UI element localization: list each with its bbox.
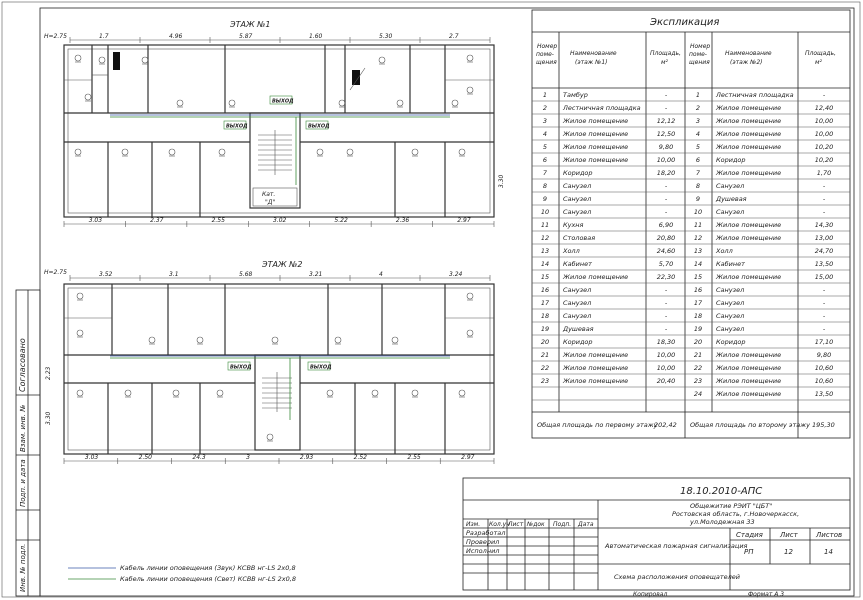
- floor-2-room-name: Кабинет: [716, 260, 745, 268]
- dimension-label: 2.7: [449, 33, 459, 40]
- floor-1-title: ЭТАЖ №1: [230, 20, 271, 29]
- floor-2-level: H=2.75: [44, 269, 67, 276]
- floor-1-room-name: Жилое помещение: [563, 130, 629, 138]
- hdr-data: Дата: [578, 521, 594, 528]
- floor-1-room-area: 10,00: [656, 351, 676, 359]
- floor-2-room-name: Санузел: [716, 312, 745, 320]
- floor-2-title: ЭТАЖ №2: [262, 260, 303, 269]
- annunciator-icon: [272, 337, 278, 343]
- floor-1-room-no: 3: [542, 117, 548, 125]
- annunciator-icon: [452, 100, 458, 106]
- floor-1-room-no: 6: [542, 156, 548, 164]
- floor-1-room-no: 21: [540, 351, 550, 359]
- floor-1-room-name: Санузел: [563, 208, 592, 216]
- floor-2-room-name: Санузел: [716, 286, 745, 294]
- hdr-list2: Лист: [780, 531, 798, 539]
- floor-2-room-no: 10: [693, 208, 703, 216]
- floor-1-room-area: 18,30: [656, 338, 676, 346]
- dimension-label: 3.1: [169, 271, 179, 278]
- floor-1-room-area: 10,00: [656, 156, 676, 164]
- floor-2-room-name: Жилое помещение: [716, 104, 782, 112]
- floor-2-room-name: Душевая: [716, 195, 747, 203]
- side-agreed: Согласовано: [18, 338, 27, 392]
- dimension-label: 2.50: [138, 454, 152, 461]
- annunciator-icon: [229, 100, 235, 106]
- floor-1-room-area: -: [664, 104, 668, 112]
- dimension-label: 2.97: [461, 454, 475, 461]
- total-floor-2-label: Общая площадь по второму этажу: [690, 421, 810, 429]
- annunciator-icon: [327, 390, 333, 396]
- dimension-label: 3.21: [309, 271, 323, 278]
- floor-1-room-no: 13: [540, 247, 550, 255]
- floor-2-room-no: 19: [693, 325, 703, 333]
- floor-2-room-area: 15,00: [814, 273, 834, 281]
- category-value: "Д": [265, 199, 276, 206]
- floor-2-room-no: 16: [693, 286, 703, 294]
- total-floor-2-value: 195,30: [812, 421, 835, 429]
- floor-2-room-no: 9: [695, 195, 701, 203]
- floor-2-side-dim-2: 3.30: [45, 411, 52, 425]
- hdr-izm: Изм.: [466, 521, 481, 528]
- floor-2-room-no: 1: [695, 91, 701, 99]
- floor-1-room-area: 10,00: [656, 364, 676, 372]
- dimension-label: 2.93: [299, 454, 314, 461]
- dimension-label: 2.55: [211, 217, 225, 224]
- format: Формат А 3: [748, 591, 785, 598]
- dimension-label: 2.36: [395, 217, 410, 224]
- floor-2-room-name: Жилое помещение: [716, 143, 782, 151]
- floor-1-room-name: Санузел: [563, 286, 592, 294]
- floor-2-room-area: 10,00: [814, 130, 834, 138]
- org-line-1: Общежитие РЭИТ "ЦБТ": [690, 502, 773, 510]
- exit-sign-5: ВЫХОД: [310, 364, 332, 371]
- floor-1-room-area: -: [664, 299, 668, 307]
- floor-1-room-no: 15: [540, 273, 550, 281]
- floor-1-room-no: 23: [540, 377, 550, 385]
- floor-2-room-no: 18: [693, 312, 703, 320]
- sheet-title: Схема расположения оповещателей: [614, 573, 740, 581]
- floor-2-room-no: 17: [693, 299, 703, 307]
- hdr-podp: Подп.: [553, 521, 572, 528]
- floor-1-room-area: -: [664, 195, 668, 203]
- floor-1-annunciators: [75, 55, 473, 156]
- total-floor-1-label: Общая площадь по первому этажу: [537, 421, 658, 429]
- floor-1-room-area: -: [664, 312, 668, 320]
- system-name: Автоматическая пожарная сигнализация: [605, 542, 748, 550]
- dimension-label: 5.68: [239, 271, 253, 278]
- annunciator-icon: [173, 390, 179, 396]
- annunciator-icon: [125, 390, 131, 396]
- explication-rows: [532, 91, 850, 400]
- floor-1-room-area: -: [664, 182, 668, 190]
- floor-2-side-dim-1: 2.23: [45, 366, 52, 380]
- annunciator-icon: [412, 149, 418, 155]
- floor-1-top-dimensions: [70, 33, 490, 43]
- exit-sign-1: ВЫХОД: [272, 98, 294, 105]
- floor-1-room-area: 20,40: [656, 377, 676, 385]
- floor-2-room-no: 5: [695, 143, 701, 151]
- floor-1-room-name: Холл: [563, 247, 580, 255]
- floor-1-room-area: 20,80: [656, 234, 676, 242]
- floor-2-room-area: -: [822, 312, 826, 320]
- floor-1-room-no: 17: [540, 299, 550, 307]
- floor-2-room-area: 13,50: [814, 260, 834, 268]
- hdr-listov: Листов: [816, 531, 843, 539]
- floor-1-room-name: Жилое помещение: [563, 351, 629, 359]
- dimension-label: 5.30: [379, 33, 393, 40]
- floor-2-room-no: 11: [693, 221, 703, 229]
- floor-2-annunciators: [77, 293, 473, 441]
- svg-text:(этаж №1): (этаж №1): [575, 59, 608, 66]
- annunciator-icon: [467, 293, 473, 299]
- floor-2-room-area: 10,60: [814, 377, 834, 385]
- total-floor-1-value: 202,42: [654, 421, 677, 429]
- floor-1-room-name: Тамбур: [563, 91, 588, 99]
- dimension-label: 2.55: [407, 454, 421, 461]
- annunciator-icon: [467, 330, 473, 336]
- annunciator-icon: [142, 57, 148, 63]
- legend-light: Кабель линии оповещения (Свет) КСВВ нг-LS 2х0,8: [120, 575, 296, 583]
- col-area-1: Площадь,: [650, 50, 681, 57]
- row-razrab: Разработал: [466, 529, 506, 537]
- floor-2-room-name: Жилое помещение: [716, 234, 782, 242]
- annunciator-icon: [149, 337, 155, 343]
- floor-2-room-area: 14,30: [814, 221, 834, 229]
- hdr-list: Лист: [508, 521, 524, 528]
- col-room-no-1: Номер поме-щения: [536, 43, 558, 66]
- hdr-stadia: Стадия: [736, 531, 763, 539]
- floor-1-room-name: Жилое помещение: [563, 364, 629, 372]
- annunciator-icon: [347, 149, 353, 155]
- floor-2-room-area: -: [822, 195, 826, 203]
- floor-1-room-name: Санузел: [563, 312, 592, 320]
- floor-2-room-area: 10,20: [814, 156, 834, 164]
- floor-1-bottom-dimensions: [64, 217, 494, 227]
- dimension-label: 3.52: [99, 271, 113, 278]
- annunciator-icon: [335, 337, 341, 343]
- dimension-label: 4.96: [169, 33, 183, 40]
- hdr-ndok: №док: [527, 521, 545, 528]
- floor-2-room-no: 6: [695, 156, 701, 164]
- dimension-label: 2.52: [353, 454, 367, 461]
- floor-2-room-name: Жилое помещение: [716, 117, 782, 125]
- floor-1-room-name: Жилое помещение: [563, 117, 629, 125]
- annunciator-icon: [467, 55, 473, 61]
- floor-1-room-area: 12,12: [656, 117, 676, 125]
- explication-table: [532, 10, 850, 438]
- explication-title: Экспликация: [650, 17, 720, 28]
- floor-2-room-name: Санузел: [716, 325, 745, 333]
- floor-1-room-area: -: [664, 325, 668, 333]
- dimension-label: 4: [379, 271, 383, 278]
- floor-2-room-no: 15: [693, 273, 703, 281]
- floor-1-room-area: -: [664, 91, 668, 99]
- floor-1-room-no: 19: [540, 325, 550, 333]
- floor-1-room-no: 2: [542, 104, 548, 112]
- floor-1-room-area: 22,30: [656, 273, 676, 281]
- annunciator-icon: [459, 149, 465, 155]
- floor-1-room-no: 10: [540, 208, 550, 216]
- floor-2-room-area: -: [822, 299, 826, 307]
- dimension-label: 1.7: [99, 33, 109, 40]
- dimension-label: 2.37: [150, 217, 164, 224]
- floor-1-room-no: 11: [540, 221, 550, 229]
- dimension-label: 3: [246, 454, 250, 461]
- annunciator-icon: [392, 337, 398, 343]
- annunciator-icon: [197, 337, 203, 343]
- floor-1-room-name: Душевая: [563, 325, 594, 333]
- annunciator-icon: [459, 390, 465, 396]
- dimension-label: 3.02: [273, 217, 287, 224]
- annunciator-icon: [339, 100, 345, 106]
- annunciator-icon: [75, 55, 81, 61]
- dimension-label: 3.03: [84, 454, 99, 461]
- floor-2-room-area: 10,00: [814, 117, 834, 125]
- floor-1-room-no: 14: [540, 260, 550, 268]
- floor-2-room-name: Жилое помещение: [716, 221, 782, 229]
- col-name-floor1: Наименование: [570, 50, 617, 57]
- floor-1-room-no: 16: [540, 286, 550, 294]
- floor-1-room-no: 8: [542, 182, 548, 190]
- annunciator-icon: [77, 330, 83, 336]
- floor-2-room-name: Жилое помещение: [716, 377, 782, 385]
- category-label: Кат.: [262, 191, 276, 198]
- copied: Копировал: [633, 591, 668, 598]
- side-stamp: [16, 290, 40, 596]
- dimension-label: 2.97: [457, 217, 471, 224]
- floor-2-room-area: -: [822, 208, 826, 216]
- annunciator-icon: [75, 149, 81, 155]
- exit-sign-4: ВЫХОД: [230, 364, 252, 371]
- floor-1-room-no: 5: [542, 143, 548, 151]
- floor-1-room-no: 4: [542, 130, 548, 138]
- floor-2-room-area: 12,40: [814, 104, 834, 112]
- floor-2-room-name: Лестничная площадка: [716, 91, 794, 99]
- col-room-no-2: Номер поме-щения: [689, 43, 711, 66]
- hdr-koluch: Кол.уч: [489, 521, 510, 528]
- floor-2-room-no: 21: [693, 351, 703, 359]
- floor-1-room-name: Жилое помещение: [563, 143, 629, 151]
- side-inv-vzam: Взам. инв. №: [19, 404, 27, 452]
- annunciator-icon: [169, 149, 175, 155]
- floor-1-room-name: Жилое помещение: [563, 273, 629, 281]
- dimension-label: 5.22: [334, 217, 348, 224]
- annunciator-icon: [467, 87, 473, 93]
- dimension-label: 3.24: [449, 271, 463, 278]
- val-listov: 14: [824, 548, 833, 556]
- floor-2-room-area: -: [822, 325, 826, 333]
- floor-1-room-no: 18: [540, 312, 550, 320]
- exit-sign-3: ВЫХОД: [308, 123, 330, 130]
- floor-1-room-name: Санузел: [563, 182, 592, 190]
- floor-2-room-no: 8: [695, 182, 701, 190]
- dimension-label: 1.60: [309, 33, 323, 40]
- floor-2-room-no: 2: [695, 104, 701, 112]
- floor-1-room-no: 20: [540, 338, 550, 346]
- floor-1-room-name: Кабинет: [563, 260, 592, 268]
- floor-2-room-no: 13: [693, 247, 703, 255]
- floor-2-room-area: 1,70: [816, 169, 832, 177]
- floor-2-room-name: Санузел: [716, 182, 745, 190]
- floor-1-room-area: 24,60: [656, 247, 676, 255]
- dimension-label: 3.03: [88, 217, 103, 224]
- org-line-3: ул.Молодежная 33: [690, 518, 755, 526]
- floor-2-room-area: 13,00: [814, 234, 834, 242]
- floor-2-plan: [44, 260, 494, 464]
- floor-2-room-area: 9,80: [816, 351, 832, 359]
- legend-sound: Кабель линии оповещения (Звук) КСВВ нг-LS 2х0,8: [120, 564, 296, 572]
- floor-2-room-name: Жилое помещение: [716, 364, 782, 372]
- doc-code: 18.10.2010-АПС: [680, 486, 763, 497]
- floor-2-room-name: Коридор: [716, 338, 746, 346]
- floor-2-room-no: 12: [693, 234, 703, 242]
- annunciator-icon: [317, 149, 323, 155]
- floor-1-room-area: 12,50: [656, 130, 676, 138]
- floor-1-room-area: -: [664, 286, 668, 294]
- floor-2-room-no: 4: [695, 130, 701, 138]
- floor-2-room-no: 7: [695, 169, 701, 177]
- floor-1-room-no: 1: [542, 91, 548, 99]
- floor-1-room-area: 9,80: [658, 143, 674, 151]
- annunciator-icon: [99, 57, 105, 63]
- annunciator-icon: [122, 149, 128, 155]
- floor-2-room-area: -: [822, 286, 826, 294]
- floor-1-room-area: -: [664, 208, 668, 216]
- floor-2-room-no: 23: [693, 377, 703, 385]
- col-name-floor2: Наименование: [725, 50, 772, 57]
- floor-2-room-no: 14: [693, 260, 703, 268]
- floor-2-room-name: Жилое помещение: [716, 169, 782, 177]
- floor-2-room-area: 17,10: [814, 338, 834, 346]
- annunciator-icon: [379, 57, 385, 63]
- floor-1-room-area: 18,20: [656, 169, 676, 177]
- dimension-label: 5.87: [239, 33, 253, 40]
- legend: [68, 564, 296, 583]
- floor-1-room-name: Санузел: [563, 299, 592, 307]
- floor-1-room-no: 12: [540, 234, 550, 242]
- floor-1-plan: [44, 20, 505, 227]
- floor-2-room-name: Жилое помещение: [716, 130, 782, 138]
- floor-1-room-no: 9: [542, 195, 548, 203]
- floor-1-room-name: Коридор: [563, 169, 593, 177]
- annunciator-icon: [85, 94, 91, 100]
- dimension-label: 24.3: [192, 454, 206, 461]
- floor-2-room-area: 13,50: [814, 390, 834, 398]
- annunciator-icon: [267, 434, 273, 440]
- floor-2-room-name: Санузел: [716, 208, 745, 216]
- annunciator-icon: [217, 390, 223, 396]
- floor-1-room-area: 5,70: [658, 260, 674, 268]
- floor-1-room-name: Жилое помещение: [563, 156, 629, 164]
- floor-2-room-area: -: [822, 91, 826, 99]
- side-sign-date: Подп. и дата: [19, 459, 27, 507]
- floor-2-room-no: 3: [695, 117, 701, 125]
- title-block: [463, 478, 850, 598]
- floor-1-room-name: Коридор: [563, 338, 593, 346]
- floor-1-room-name: Столовая: [563, 234, 596, 242]
- row-prover: Проверил: [466, 538, 500, 546]
- floor-2-room-area: 10,60: [814, 364, 834, 372]
- svg-text:м²: м²: [815, 59, 822, 66]
- floor-2-room-name: Жилое помещение: [716, 273, 782, 281]
- annunciator-icon: [219, 149, 225, 155]
- val-list: 12: [784, 548, 793, 556]
- floor-2-bottom-dimensions: [64, 454, 494, 464]
- col-area-2: Площадь,: [805, 50, 836, 57]
- floor-2-room-name: Коридор: [716, 156, 746, 164]
- floor-2-room-no: 20: [693, 338, 703, 346]
- floor-2-room-name: Санузел: [716, 299, 745, 307]
- annunciator-icon: [77, 390, 83, 396]
- floor-1-room-name: Кухня: [563, 221, 584, 229]
- annunciator-icon: [372, 390, 378, 396]
- side-inv-podl: Инв. № подл.: [19, 543, 27, 592]
- floor-1-room-area: 6,90: [658, 221, 674, 229]
- floor-2-room-name: Жилое помещение: [716, 351, 782, 359]
- floor-2-room-area: -: [822, 182, 826, 190]
- floor-1-room-no: 22: [540, 364, 550, 372]
- val-stadia: РП: [744, 548, 754, 556]
- annunciator-icon: [77, 293, 83, 299]
- floor-1-room-name: Санузел: [563, 195, 592, 203]
- svg-text:(этаж №2): (этаж №2): [730, 59, 763, 66]
- svg-text:м²: м²: [661, 59, 668, 66]
- annunciator-icon: [177, 100, 183, 106]
- row-ispoln: Исполнил: [466, 547, 500, 555]
- floor-1-side-dim: 3.30: [498, 174, 505, 188]
- annunciator-icon: [397, 100, 403, 106]
- floor-1-room-name: Лестничная площадка: [563, 104, 641, 112]
- floor-2-room-no: 24: [693, 390, 703, 398]
- floor-2-room-name: Холл: [716, 247, 733, 255]
- floor-2-room-area: 24,70: [814, 247, 834, 255]
- floor-1-room-no: 7: [542, 169, 548, 177]
- annunciator-icon: [412, 390, 418, 396]
- floor-2-top-dimensions: [70, 271, 490, 281]
- floor-1-room-name: Жилое помещение: [563, 377, 629, 385]
- floor-2-room-area: 10,20: [814, 143, 834, 151]
- floor-1-level: H=2.75: [44, 33, 67, 40]
- floor-2-room-no: 22: [693, 364, 703, 372]
- floor-2-room-name: Жилое помещение: [716, 390, 782, 398]
- exit-sign-2: ВЫХОД: [226, 123, 248, 130]
- org-line-2: Ростовская область, г.Новочеркасск,: [672, 510, 800, 518]
